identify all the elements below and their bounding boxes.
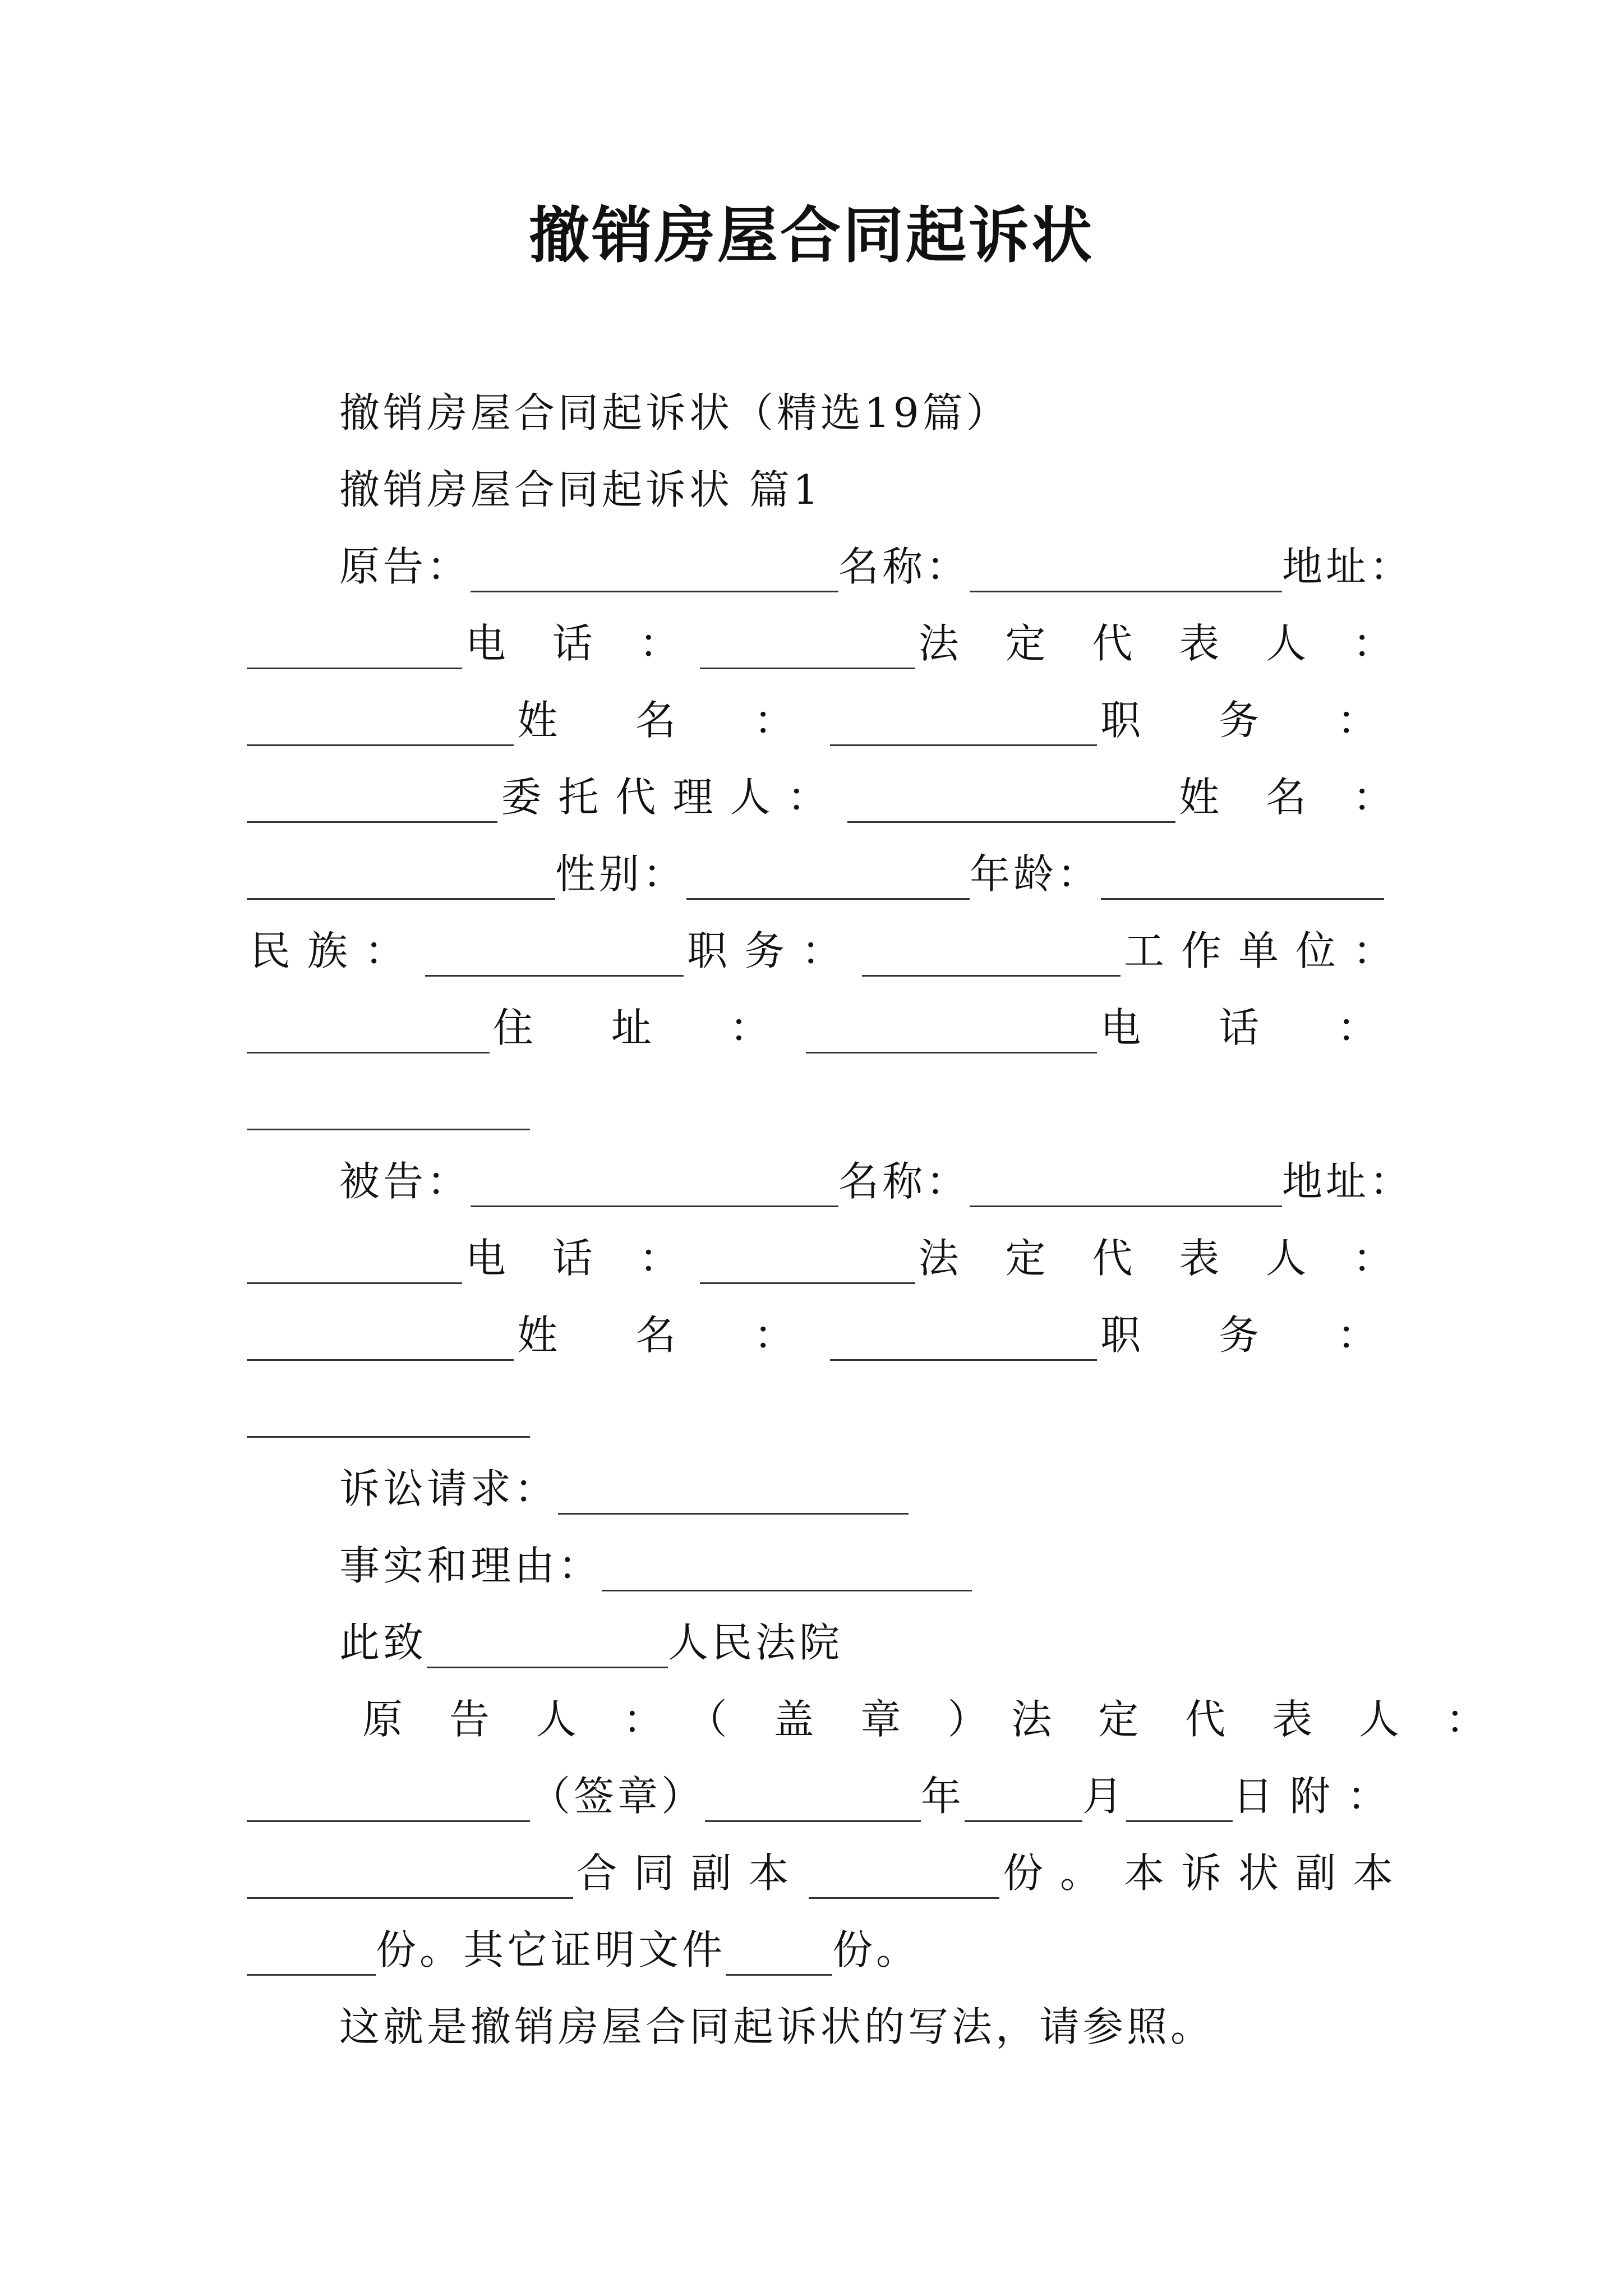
defendant-name-blank[interactable] — [970, 1173, 1282, 1207]
other-docs-label: 份。其它证明文件 — [376, 1926, 726, 1973]
plaintiff-line-1 — [339, 528, 1413, 605]
court-name-blank[interactable] — [427, 1634, 668, 1668]
plaintiff-position-blank[interactable] — [247, 789, 497, 823]
plaintiff-phone-blank[interactable] — [700, 635, 915, 669]
signature-legal-rep-label: 法 定 代 表 人 ： — [1011, 1696, 1503, 1743]
signature-line-1 — [359, 1681, 1503, 1758]
plaintiff-line-4 — [247, 759, 1413, 836]
plaintiff-agent-label: 委托代理人： — [501, 774, 845, 821]
plaintiff-age-label: 年龄： — [970, 850, 1101, 898]
plaintiff-agent-blank[interactable] — [847, 789, 1175, 823]
other-docs-unit: 份。 — [832, 1926, 920, 1973]
plaintiff-person-name-label: 姓 名 ： — [517, 697, 827, 744]
plaintiff-gender-label: 性别： — [555, 850, 687, 898]
facts-line — [339, 1527, 1413, 1604]
section-heading-text: 撤销房屋合同起诉状 篇1 — [339, 466, 822, 513]
signature-legal-rep-blank[interactable] — [247, 1788, 530, 1822]
to-label: 此致 — [339, 1619, 427, 1666]
claim-blank[interactable] — [558, 1480, 909, 1515]
claim-label: 诉讼请求： — [339, 1465, 559, 1512]
plaintiff-agent-position-label: 职务： — [686, 927, 859, 974]
plaintiff-name-blank[interactable] — [970, 558, 1282, 592]
document-subtitle — [339, 375, 1413, 452]
plaintiff-agent-phone-blank[interactable] — [247, 1096, 530, 1130]
plaintiff-line-7 — [247, 990, 1413, 1066]
defendant-line-1 — [339, 1143, 1413, 1220]
plaintiff-workplace-blank[interactable] — [247, 1019, 490, 1053]
claim-line — [339, 1451, 1413, 1527]
plaintiff-line-3 — [247, 682, 1413, 759]
signature-sign-blank[interactable] — [705, 1788, 921, 1822]
defendant-address-label: 地址： — [1281, 1158, 1413, 1205]
other-docs-count-blank[interactable] — [726, 1941, 832, 1976]
signature-seal-label: （ 盖 章 ） — [686, 1696, 1005, 1743]
plaintiff-workplace-label: 工作单位： — [1123, 927, 1410, 974]
defendant-name-label: 名称： — [838, 1158, 970, 1205]
plaintiff-blank[interactable] — [471, 558, 838, 592]
plaintiff-name-label: 名称： — [838, 543, 970, 590]
plaintiff-gender-blank[interactable] — [686, 866, 970, 900]
attachments-blank-1[interactable] — [247, 1865, 573, 1899]
plaintiff-legal-rep-blank[interactable] — [247, 712, 514, 746]
plaintiff-line-5 — [247, 836, 1413, 913]
plaintiff-agent-phone-label: 电 话 ： — [1100, 1004, 1410, 1051]
contract-copy-count-blank[interactable] — [809, 1865, 999, 1899]
signature-sign-label: （签章） — [530, 1773, 706, 1820]
plaintiff-residence-blank[interactable] — [806, 1019, 1098, 1053]
defendant-position-label: 职 务 ： — [1100, 1312, 1410, 1359]
contract-copy-unit: 份。 — [1002, 1849, 1117, 1897]
defendant-position-blank[interactable] — [247, 1404, 530, 1438]
signature-plaintiff-label: 原 告 人 ： — [362, 1696, 680, 1743]
plaintiff-person-name-blank[interactable] — [830, 712, 1097, 746]
plaintiff-ethnicity-label: 民族： — [250, 927, 422, 974]
plaintiff-line-8 — [247, 1066, 1413, 1143]
attachments-line-1 — [247, 1835, 1413, 1912]
signature-year-blank[interactable] — [965, 1788, 1082, 1822]
plaintiff-agent-name-label: 姓 名 ： — [1179, 774, 1410, 821]
facts-label: 事实和理由： — [339, 1542, 602, 1589]
plaintiff-phone-label: 电 话 ： — [465, 620, 697, 667]
signature-month-blank[interactable] — [1126, 1788, 1233, 1822]
defendant-label: 被告： — [339, 1158, 471, 1205]
defendant-legal-rep-label: 法 定 代 表 人 ： — [918, 1235, 1410, 1282]
subtitle-text: 撤销房屋合同起诉状（精选19篇） — [339, 389, 1010, 436]
attachments-line-2 — [247, 1912, 1413, 1989]
plaintiff-position-label: 职 务 ： — [1100, 697, 1410, 744]
facts-blank[interactable] — [602, 1557, 972, 1591]
signature-year-label: 年 — [921, 1773, 965, 1820]
to-court-line — [339, 1604, 1413, 1681]
plaintiff-address-blank[interactable] — [247, 635, 462, 669]
plaintiff-agent-name-blank[interactable] — [247, 866, 555, 900]
defendant-address-blank[interactable] — [247, 1250, 462, 1284]
defendant-phone-label: 电 话 ： — [465, 1235, 697, 1282]
defendant-person-name-blank[interactable] — [830, 1327, 1097, 1361]
plaintiff-age-blank[interactable] — [1101, 866, 1384, 900]
defendant-line-4 — [247, 1374, 1413, 1451]
signature-line-2 — [247, 1758, 1413, 1835]
signature-month-label: 月 — [1082, 1773, 1127, 1820]
plaintiff-address-label: 地址： — [1281, 543, 1413, 590]
defendant-phone-blank[interactable] — [700, 1250, 915, 1284]
defendant-line-2 — [247, 1220, 1413, 1297]
plaintiff-label: 原告： — [339, 543, 471, 590]
contract-copy-label: 合同副本 — [577, 1849, 806, 1897]
defendant-line-3 — [247, 1297, 1413, 1374]
plaintiff-agent-position-blank[interactable] — [862, 942, 1121, 977]
section-heading — [339, 452, 1413, 528]
plaintiff-legal-rep-label: 法 定 代 表 人 ： — [918, 620, 1410, 667]
defendant-legal-rep-blank[interactable] — [247, 1327, 514, 1361]
defendant-blank[interactable] — [471, 1173, 838, 1207]
complaint-copy-count-blank[interactable] — [247, 1941, 376, 1976]
plaintiff-ethnicity-blank[interactable] — [425, 942, 684, 977]
plaintiff-line-6 — [247, 913, 1413, 990]
signature-day-attach-label: 日附： — [1233, 1773, 1405, 1820]
plaintiff-line-2 — [247, 605, 1413, 682]
closing-line — [339, 1989, 1413, 2065]
complaint-copy-label: 本诉状副本 — [1123, 1849, 1410, 1897]
closing-text: 这就是撤销房屋合同起诉状的写法，请参照。 — [339, 2003, 1215, 2050]
document-title: 撤销房屋合同起诉状 — [528, 200, 1094, 271]
plaintiff-residence-label: 住 址 ： — [492, 1004, 803, 1051]
defendant-person-name-label: 姓 名 ： — [517, 1312, 827, 1359]
court-suffix: 人民法院 — [668, 1619, 843, 1666]
